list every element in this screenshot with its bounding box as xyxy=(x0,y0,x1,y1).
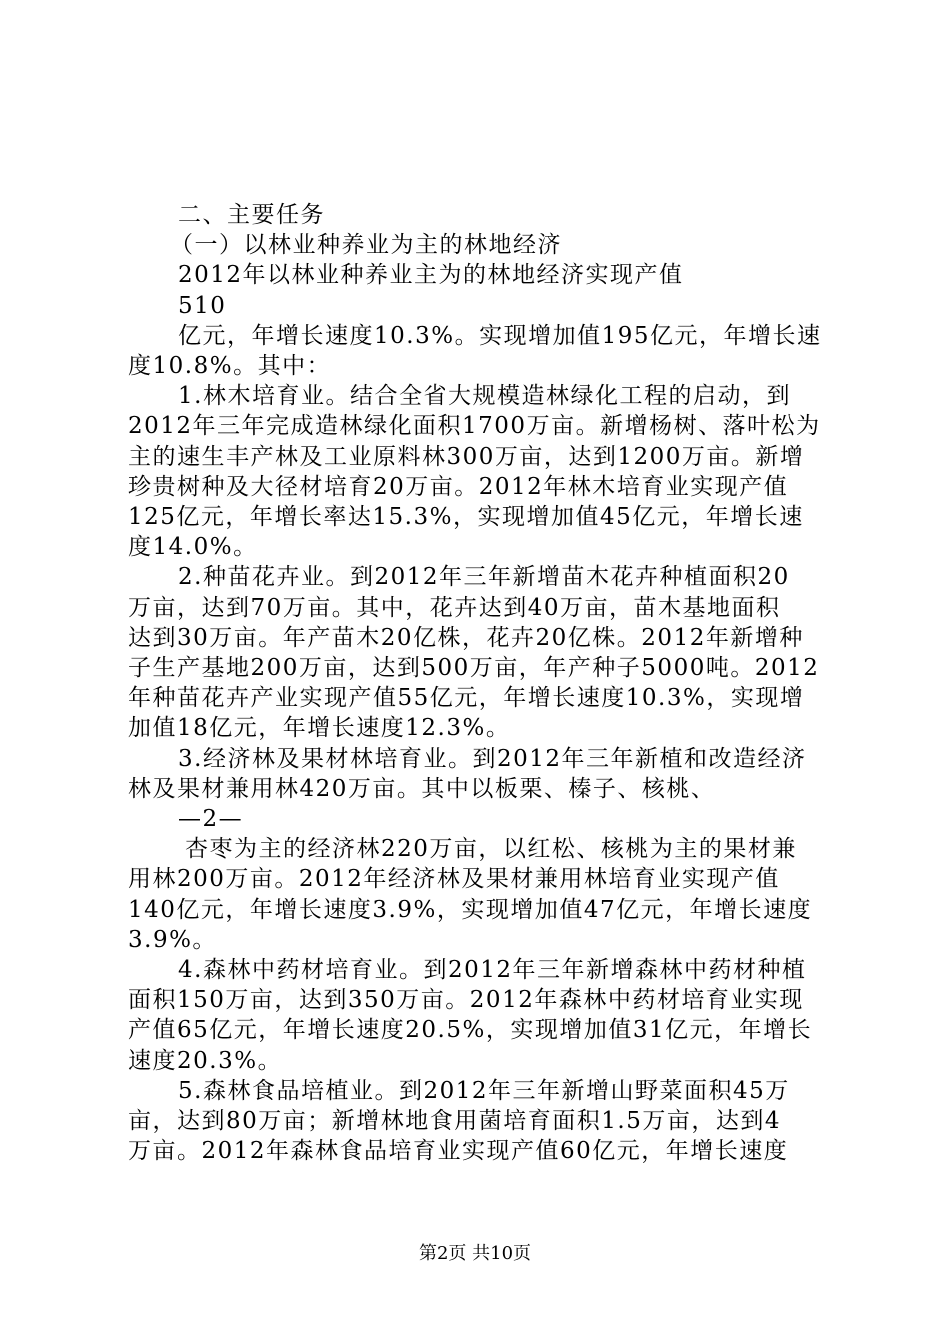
paragraph-line: 林及果材兼用林420万亩。其中以板栗、榛子、核桃、 xyxy=(128,775,716,802)
subsection-heading: （一）以林业种养业为主的林地经济 xyxy=(170,232,562,259)
paragraph-line: 125亿元，年增长率达15.3%，实现增加值45亿元，年增长速 xyxy=(128,504,804,530)
paragraph-line: 2012年以林业种养业主为的林地经济实现产值 xyxy=(178,262,684,289)
section-heading: 二、主要任务 xyxy=(178,202,325,228)
paragraph-line: 度14.0%。 xyxy=(128,534,258,561)
inline-page-number: —2— xyxy=(178,806,244,832)
paragraph-line: 2012年三年完成造林绿化面积1700万亩。新增杨树、落叶松为 xyxy=(128,413,821,440)
paragraph-line: 面积150万亩，达到350万亩。2012年森林中药材培育业实现 xyxy=(128,987,804,1014)
page-footer: 第2页 共10页 xyxy=(418,1243,532,1264)
paragraph-line: 510 xyxy=(178,292,227,319)
paragraph-line: 4.森林中药材培育业。到2012年三年新增森林中药材种植 xyxy=(178,957,807,983)
paragraph-line: 3.9%。 xyxy=(128,926,217,953)
paragraph-line: 万亩。2012年森林食品培育业实现产值60亿元，年增长速度 xyxy=(128,1138,789,1165)
paragraph-line: 加值18亿元，年增长速度12.3%。 xyxy=(128,715,511,742)
paragraph-line: 1.林木培育业。结合全省大规模造林绿化工程的启动，到 xyxy=(178,383,791,410)
paragraph-line: 亩，达到80万亩；新增林地食用菌培育面积1.5万亩，达到4 xyxy=(128,1108,781,1134)
paragraph-line: 3.经济林及果材林培育业。到2012年三年新植和改造经济 xyxy=(178,745,807,772)
paragraph-line: 年种苗花卉产业实现产值55亿元，年增长速度10.3%，实现增 xyxy=(128,685,805,712)
paragraph-line: 用林200万亩。2012年经济林及果材兼用林培育业实现产值 xyxy=(128,866,780,893)
paragraph-line: 亿元，年增长速度10.3%。实现增加值195亿元，年增长速 xyxy=(178,322,822,349)
paragraph-line: 140亿元，年增长速度3.9%，实现增加值47亿元，年增长速度 xyxy=(128,896,813,923)
paragraph-line: 速度20.3%。 xyxy=(128,1047,283,1074)
paragraph-line: 5.森林食品培植业。到2012年三年新增山野菜面积45万 xyxy=(178,1077,790,1104)
paragraph-line: 度10.8%。其中： xyxy=(128,353,332,379)
paragraph-line: 万亩，达到70万亩。其中，花卉达到40万亩，苗木基地面积 xyxy=(128,594,781,621)
paragraph-line: 主的速生丰产林及工业原料林300万亩，达到1200万亩。新增 xyxy=(128,443,805,470)
paragraph-line: 子生产基地200万亩，达到500万亩，年产种子5000吨。2012 xyxy=(128,655,820,681)
paragraph-line: 产值65亿元，年增长速度20.5%，实现增加值31亿元，年增长 xyxy=(128,1017,813,1044)
paragraph-line: 杏枣为主的经济林220万亩，以红松、核桃为主的果材兼 xyxy=(185,836,797,863)
paragraph-line: 2.种苗花卉业。到2012年三年新增苗木花卉种植面积20 xyxy=(178,564,790,591)
paragraph-line: 珍贵树种及大径材培育20万亩。2012年林木培育业实现产值 xyxy=(128,473,789,500)
paragraph-line: 达到30万亩。年产苗木20亿株，花卉20亿株。2012年新增种 xyxy=(128,624,804,651)
